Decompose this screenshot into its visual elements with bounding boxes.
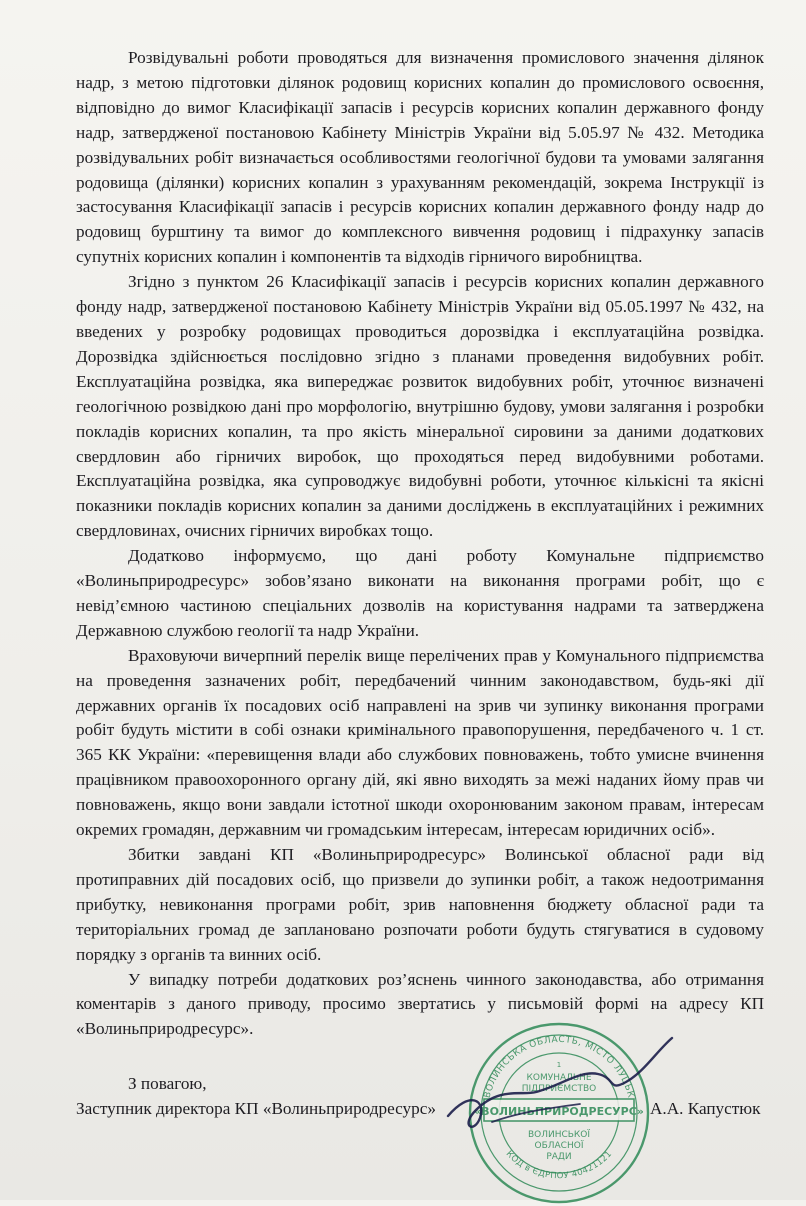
handwritten-signature (440, 1030, 680, 1140)
stamp-inner-bottom-1: ВОЛИНСЬКОЇ (527, 1130, 591, 1140)
paragraph-legal-warning: Враховуючи вичерпний перелік вище перелічених прав у Комунального підприємства на проведення зазначених робіт, передбачений чинним законодавством, будь-які дії державних органів їх посадових осіб направлені на зрив чи зупинку виконання програми робіт будуть містити в собі ознаки кримінального правопорушення, передбаченого ч. 1 ст. 365 КК України: «перевищення влади або службових повноважень, тобто умисне вчинення працівником правоохоронного органу дій, які явно виходять за межі наданих йому прав чи повноважень, якщо вони завдали істотної шкоди охоронюваним законом правам, інтересам окремих громадян, державним чи громадським інтересам, інтересам юридичних осіб». (76, 645, 764, 840)
paragraph-damages: Збитки завдані КП «Волиньприродресурс» Волинської обласної ради від протиправних дій посадових осіб, що призвели до зупинки робіт, а також недоотримання прибутку, невиконання програми робіт, зрив наповнення бюджету обласної ради та територіальних громад де заплановано розпочати роботи будуть стягуватися в судовому порядку з органів та винних осіб. (76, 845, 764, 964)
stamp-center-name: «ВОЛИНЬПРИРОДРЕСУРС» (474, 1105, 644, 1118)
letter-body (76, 46, 764, 1042)
signer-position: Заступник директора КП «Волиньприродресурс» (76, 1099, 436, 1118)
closing-salutation: З повагою, (128, 1074, 207, 1093)
stamp-inner-bottom-2: ОБЛАСНОЇ (534, 1141, 584, 1151)
stamp-inner-top-2: ПІДПРИЄМСТВО (521, 1084, 597, 1094)
stamp-inner-top-1: КОМУНАЛЬНЕ (526, 1073, 592, 1083)
paragraph-contact: У випадку потреби додаткових роз’яснень чинного законодавства, або отримання коментарів з даного приводу, просимо звертатись у письмовій формі на адресу КП «Волиньприродресурс». (76, 969, 764, 1039)
stamp-code-text: КОД в ЄДРПОУ 40421121 (503, 1149, 615, 1182)
paragraph-classification: Згідно з пунктом 26 Класифікації запасів і ресурсів корисних копалин державного фонду надр, затвердженої постановою Кабінету Міністрів України від 05.05.1997 № 432, на введених у розробку родовищах проводиться дорозвідка і експлуатаційна розвідка. Дорозвідка здійснюється послідовно згідно з планами проведення видобувних робіт. Експлуатаційна розвідка, яка випереджає розвиток видобувних робіт, уточнює визначені геологічною розвідкою дані про морфологію, внутрішню будову, умови залягання і розробки покладів корисних копалин, та про якість мінеральної сировини за даними додаткових свердловин або гірничих виробок, що проходяться перед видобувними роботами. Експлуатаційна розвідка, яка супроводжує видобувні роботи, уточнює кількісні та якісні показники покладів корисних копалин за даними досліджень в експлуатаційних і режимних свердловинах, очисних гірничих виробках тощо. (76, 272, 764, 541)
stamp-outer-text: ВОЛИНСЬКА ОБЛАСТЬ, МІСТО ЛУЦЬК (482, 1034, 636, 1100)
signer-name: А.А. Капустюк (650, 1099, 761, 1118)
paragraph-additional-info: Додатково інформуємо, що дані роботу Комунальне підприємство «Волиньприродресурс» зобов’язано виконати на виконання програми робіт, що є невід’ємною частиною спеціальних дозволів на користування надрами та затверджена Державною службою геології та надр України. (76, 546, 764, 640)
stamp-inner-bottom-3: РАДИ (546, 1152, 572, 1162)
stamp-number: 1 (556, 1061, 562, 1069)
paragraph-exploration: Розвідувальні роботи проводяться для визначення промислового значення ділянок надр, з метою підготовки ділянок родовищ корисних копалин до промислового освоєння, відповідно до вимог Класифікації запасів і ресурсів корисних копалин державного фонду надр, затвердженої постановою Кабінету Міністрів України від 5.05.97 № 432. Методика розвідувальних робіт визначається особливостями геологічної будови та умовами залягання родовища (ділянки) корисних копалин з урахуванням рекомендацій, зокрема Інструкції із застосування Класифікації запасів і ресурсів корисних копалин державного фонду надр до родовищ бурштину та вимог до комплексного вивчення родовищ і підрахунку запасів супутніх корисних копалин і компонентів та відходів гірничого виробництва. (76, 48, 764, 267)
